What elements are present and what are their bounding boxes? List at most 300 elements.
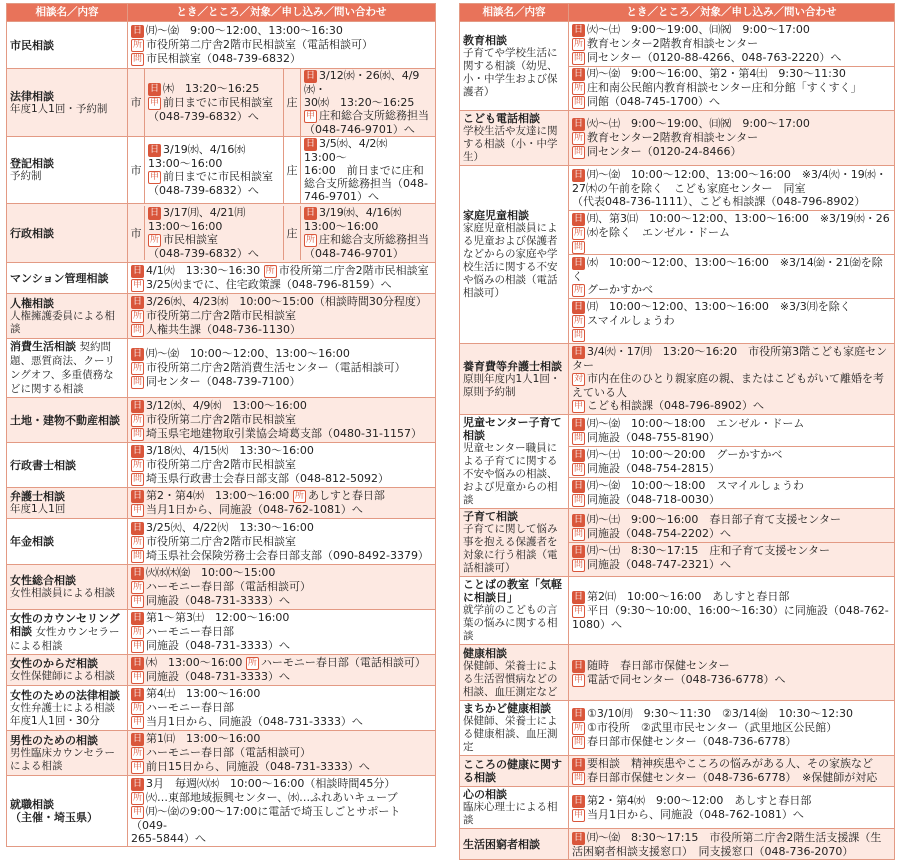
day-icon: 日	[574, 795, 584, 806]
place-icon: 所	[133, 582, 143, 592]
showa-detail	[301, 206, 436, 260]
consult-title: 女性のための法律相談	[10, 688, 120, 702]
location-city: 市	[128, 69, 145, 136]
consult-sub: 女性保健師による相談	[10, 670, 115, 682]
consult-sub: 予約制	[10, 170, 42, 182]
detail-time: 第2・第4㈬ 9:00〜12:00 あしすと春日部	[587, 793, 812, 807]
consult-sub: 家庭児童相談員による児童および保護者などからの家庭や学校生活に関する不安や悩みの相談（電話相談可）	[463, 222, 558, 299]
detail-apply: 平日（9:30〜10:00、16:00〜16:30）に同施設（048-762-	[587, 604, 889, 617]
child-block-smile	[569, 478, 894, 508]
detail-time: ①3/10㈪ 9:30〜11:30 ②3/14㈮ 10:30〜12:30	[587, 707, 853, 720]
consult-name	[460, 756, 569, 787]
detail-contact: 1080）へ	[572, 618, 622, 631]
consult-name	[7, 443, 128, 488]
split-detail	[128, 206, 435, 260]
day-icon: 日	[133, 658, 143, 668]
contact-icon: 問	[574, 432, 584, 443]
day-icon: 日	[574, 170, 584, 180]
consult-sub: （主催・埼玉県）	[10, 811, 98, 824]
column-header-detail: とき／ところ／対象／申し込み／問い合わせ	[569, 4, 895, 22]
consult-name	[460, 701, 569, 756]
apply-icon: 申	[133, 672, 143, 682]
detail-time: ㈪〜㈮ 10:00〜18:00 スマイルしょうわ	[587, 478, 804, 492]
place-icon: 所	[150, 235, 160, 245]
detail-time: ㈪〜㈯ 8:30〜17:15 庄和子育て支援センター	[587, 544, 830, 557]
detail-apply: 同施設（048-731-3333）へ	[146, 639, 290, 652]
row-family-child	[460, 166, 895, 344]
detail-time: 3/26㈬、4/23㈬ 10:00〜15:00（相談時間30分程度）	[146, 295, 427, 308]
detail-time: ㈪、第3㈰ 10:00〜12:00、13:00〜16:00 ※3/19㈬・26	[587, 212, 890, 225]
consult-name	[7, 655, 128, 686]
location-city: 市	[128, 137, 145, 203]
detail-time: 3/12㈬・26㈬、4/9㈬・	[304, 69, 420, 96]
detail-contact: 同館（048-745-1700）へ	[587, 95, 720, 108]
place-icon: 所	[265, 266, 275, 276]
family-block-angel	[569, 211, 894, 255]
consult-detail	[128, 204, 436, 263]
detail-contact: 埼玉県宅地建物取引業協会埼葛支部（0480-31-1157）	[146, 427, 422, 440]
detail-apply: 当月1日から、同施設（048-762-1081）へ	[587, 807, 804, 821]
detail-time: 第2・第4㈬ 13:00〜16:00	[146, 489, 290, 502]
detail-place: スマイルしょうわ	[587, 314, 675, 327]
location-city: 市	[128, 206, 145, 260]
consult-name	[7, 686, 128, 731]
detail-time: ㈪〜㈯ 9:00〜16:00 春日部子育て支援センター	[587, 513, 841, 526]
row-heart	[460, 787, 895, 829]
family-block-goo	[569, 255, 894, 299]
place-icon: 所	[133, 748, 143, 758]
place-icon: 所	[133, 793, 143, 803]
consult-detail	[569, 509, 895, 577]
consult-sub: 契約問題、悪質商法、クーリングオフ、多重債務などに関する相談	[10, 341, 115, 395]
contact-icon: 問	[133, 429, 143, 439]
detail-time: ㈫㈬㈭㈮ 10:00〜15:00	[146, 566, 276, 579]
place-icon: 所	[133, 363, 143, 373]
detail-time: ㈪〜㈯ 10:00〜20:00 グーかすかべ	[587, 447, 783, 461]
consult-title: 男性のための相談	[10, 733, 98, 747]
consult-title: 子育て相談	[463, 510, 518, 523]
consult-detail	[569, 166, 895, 344]
detail-target: 市内在住のひとり親家庭の親、またはこどもがいて離婚を考えている人	[572, 372, 885, 399]
consult-detail	[128, 443, 436, 488]
detail-contact: 同センター（0120-88-4266、048-763-2220）へ	[587, 51, 842, 64]
consult-detail	[569, 111, 895, 166]
consult-name	[7, 519, 128, 565]
day-icon: 日	[150, 84, 160, 94]
detail-time: ㈭ 13:00〜16:00	[146, 656, 243, 669]
consult-detail	[128, 565, 436, 610]
row-men	[7, 731, 436, 776]
apply-icon: 申	[133, 280, 143, 290]
consult-title: 弁護士相談	[10, 490, 65, 503]
contact-icon: 問	[133, 550, 143, 561]
detail-contact: 埼玉県行政書士会春日部支部（048-812-5092）	[146, 472, 389, 485]
row-human-rights	[7, 294, 436, 339]
detail-time: 第1〜第3㈯ 12:00〜16:00	[146, 611, 290, 624]
child-block-goo	[569, 447, 894, 478]
detail-place: ①市役所 ②武里市民センター（武里地区公民館）	[587, 721, 838, 734]
day-icon: 日	[133, 297, 143, 307]
detail-contact: （048-739-6832）へ	[148, 247, 259, 260]
consult-title: マンション管理相談	[10, 271, 109, 285]
consult-name	[7, 339, 128, 398]
row-education	[460, 22, 895, 111]
contact-icon: 問	[574, 97, 584, 107]
detail-apply: 電話で同センター（048-736-6778）へ	[587, 672, 786, 686]
place-icon: 所	[574, 316, 584, 326]
day-icon: 日	[133, 613, 143, 623]
apply-icon: 申	[574, 809, 584, 820]
consult-detail	[128, 731, 436, 776]
row-employment	[7, 776, 436, 847]
consult-title: 行政書士相談	[10, 458, 76, 472]
consult-title: 就職相談	[10, 798, 54, 811]
consultation-table-left	[6, 3, 436, 847]
detail-contact: 市民相談室（048-739-6832）	[146, 52, 301, 65]
day-icon: 日	[133, 26, 143, 36]
location-showa: 庄	[284, 206, 301, 260]
day-icon: 日	[306, 71, 316, 81]
detail-place: ハーモニー春日部	[146, 625, 235, 638]
row-consumer	[7, 339, 436, 398]
contact-icon: 問	[574, 529, 584, 539]
place-icon: 所	[294, 491, 304, 501]
consult-title: 登記相談	[10, 157, 54, 170]
consult-sub: 児童センター職員による子育てに関する不安や悩みの相談、および児童からの相談	[463, 442, 558, 506]
consult-name	[7, 263, 128, 294]
row-women-legal	[7, 686, 436, 731]
consult-title: 土地・建物不動産相談	[10, 413, 120, 427]
consult-detail	[128, 137, 436, 204]
row-mansion	[7, 263, 436, 294]
detail-time: 3月 毎週㈫㈬ 10:00〜16:00（相談時間45分）	[146, 777, 396, 790]
consult-title: 法律相談	[10, 89, 54, 103]
apply-icon: 申	[133, 717, 143, 727]
consult-sub: 男性臨床カウンセラーによる相談	[10, 746, 115, 772]
consult-detail	[128, 263, 436, 294]
consult-sub: 人権擁護委員による相談	[10, 309, 115, 335]
detail-apply: 3/25㈫までに、住宅政策課（048-796-8159）へ	[146, 278, 392, 291]
detail-apply: ㈪〜㈮の9:00〜17:00に電話で埼玉しごとサポート（049-	[131, 805, 401, 832]
consult-name	[7, 22, 128, 69]
detail-time: ㈭ 13:20〜16:25	[163, 82, 260, 95]
consult-title: ことばの教室「気軽に相談日」	[463, 578, 562, 604]
parenting-block-kasukabe	[569, 512, 894, 543]
consult-detail	[128, 294, 436, 339]
consult-title: 人権相談	[10, 296, 54, 310]
consult-sub: 保健師、栄養士による生活習慣病などの相談、血圧測定など	[463, 659, 558, 698]
place-icon: 所	[574, 723, 584, 733]
row-scrivener	[7, 443, 436, 488]
row-mental-health	[460, 756, 895, 787]
column-header-name: 相談名／内容	[460, 4, 569, 22]
detail-place: ハーモニー春日部（電話相談可）	[146, 746, 312, 759]
detail-time: ㈬ 10:00〜12:00、13:00〜16:00 ※3/14㈮・21㈮を除く	[572, 256, 883, 283]
consult-name	[460, 829, 569, 860]
consult-detail	[128, 69, 436, 137]
row-legal	[7, 69, 436, 137]
day-icon: 日	[574, 69, 584, 79]
detail-place: 庄和南公民館内教育相談センター庄和分館「すくすく」	[587, 81, 862, 94]
consult-sub: 女性弁護士による相談 年度1人1回・30分	[10, 701, 126, 727]
consult-title: 市民相談	[10, 38, 54, 52]
detail-contact: （048-746-9701）	[304, 247, 404, 260]
day-icon: 日	[133, 689, 143, 699]
consult-title: 生活困窮者相談	[463, 837, 540, 851]
apply-icon: 申	[133, 807, 143, 817]
detail-time: 13:00〜16:00	[304, 220, 379, 233]
place-icon: 所	[133, 415, 143, 425]
consult-sub: 保健師、栄養士による健康相談、血圧測定	[463, 715, 558, 753]
contact-icon: 問	[133, 377, 143, 387]
day-icon: 日	[574, 302, 584, 312]
detail-place: ㈬を除く エンゼル・ドーム	[587, 226, 731, 239]
detail-date: 3/17㈪、4/21㈪	[163, 206, 246, 219]
place-icon: 所	[133, 40, 143, 50]
consult-name	[7, 565, 128, 610]
place-icon: 所	[574, 285, 584, 295]
detail-place: 市役所第二庁舎2階市民相談室	[146, 413, 297, 426]
split-detail	[128, 69, 435, 136]
apply-icon: 申	[133, 762, 143, 772]
consult-sub: 女性カウンセラーによる相談	[10, 625, 120, 652]
detail-place: 市役所第二庁舎2階市民相談室	[146, 534, 297, 548]
day-icon: 日	[133, 349, 143, 359]
day-icon: 日	[574, 25, 584, 35]
city-detail	[145, 69, 284, 136]
row-child-support-lawyer	[460, 344, 895, 415]
row-women-general	[7, 565, 436, 610]
detail-time: ㈪〜㈮ 10:00〜12:00、13:00〜16:00 ※3/4㈫・19㈬・	[587, 168, 887, 181]
day-icon: 日	[574, 832, 584, 843]
detail-apply: 前日までに市民相談室	[163, 96, 274, 109]
day-icon: 日	[574, 347, 584, 357]
consult-name	[7, 731, 128, 776]
detail-place: ハーモニー春日部	[146, 701, 235, 714]
apply-icon: 申	[133, 596, 143, 606]
detail-place: 市役所第二庁舎2階市民相談室	[278, 264, 429, 277]
day-icon: 日	[574, 515, 584, 525]
detail-time: 第4㈯ 13:00〜16:00	[146, 687, 261, 700]
consult-detail	[128, 686, 436, 731]
split-detail	[128, 137, 435, 203]
place-icon: 所	[133, 311, 143, 321]
apply-icon: 申	[306, 111, 316, 121]
consult-title: 女性のカウンセリング相談	[10, 611, 120, 638]
contact-icon: 問	[574, 737, 584, 747]
detail-place: 市役所第二庁舎2階消費生活センター（電話相談可）	[146, 361, 406, 374]
apply-icon: 申	[574, 606, 584, 616]
city-detail	[145, 137, 284, 203]
consult-name	[7, 610, 128, 655]
apply-icon: 申	[574, 401, 584, 411]
place-icon: 所	[133, 627, 143, 637]
consult-name	[7, 294, 128, 339]
detail-time: 第1㈰ 13:00〜16:00	[146, 732, 261, 745]
detail-apply: 庄和総合支所総務担当	[319, 109, 430, 122]
detail-place: 庄和総合支所総務担当	[319, 233, 430, 246]
consult-name	[460, 645, 569, 701]
apply-icon: 申	[133, 505, 143, 515]
detail-place: グーかすかべ	[587, 283, 654, 296]
day-icon: 日	[133, 734, 143, 744]
day-icon: 日	[150, 208, 160, 218]
consult-detail	[128, 339, 436, 398]
apply-icon: 申	[574, 674, 584, 685]
child-block-angel	[569, 416, 894, 447]
day-icon: 日	[574, 546, 584, 556]
consult-title: 女性総合相談	[10, 574, 76, 587]
contact-icon: 問	[574, 242, 584, 252]
detail-contact: 同施設（048-754-2815）	[587, 461, 720, 475]
detail-contact: 同施設（048-718-0030）	[587, 492, 720, 506]
day-icon: 日	[306, 208, 316, 218]
detail-apply: 前日15日から、同施設（048-731-3333）へ	[146, 760, 370, 773]
apply-icon: 申	[150, 172, 160, 182]
day-icon: 日	[150, 145, 160, 155]
consult-name	[460, 577, 569, 645]
row-street-health	[460, 701, 895, 756]
day-icon: 日	[574, 449, 584, 460]
detail-place: 市民相談室	[163, 233, 219, 246]
contact-icon: 問	[574, 147, 584, 157]
detail-place: ハーモニー春日部（電話相談可）	[146, 580, 312, 593]
consult-title: 養育費等弁護士相談	[463, 359, 562, 373]
detail-contact: 265-5844）へ	[131, 832, 206, 845]
location-showa: 庄	[284, 69, 301, 136]
row-child-center	[460, 415, 895, 509]
showa-detail	[301, 137, 436, 203]
consult-title: 心の相談	[463, 788, 507, 801]
detail-time: ㈪〜㈮ 9:00〜16:00、第2・第4㈯ 9:30〜11:30	[587, 67, 846, 80]
consult-title: 女性のからだ相談	[10, 657, 98, 670]
contact-icon: 問	[574, 330, 584, 340]
consult-sub: 原則年度内1人1回・原則予約制	[463, 372, 561, 398]
day-icon: 日	[133, 568, 143, 578]
detail-place: 教育センター2階教育相談センター	[587, 131, 759, 144]
row-administrative	[7, 204, 436, 263]
detail-contact: 同センター（048-739-7100）	[146, 375, 301, 388]
consult-sub: 就学前のこどもの言葉の悩みに関する相談	[463, 604, 558, 642]
consult-title: 健康相談	[463, 646, 507, 660]
detail-time: ㈫〜㈯ 9:00〜19:00、㈰㈷ 9:00〜17:00	[587, 23, 810, 36]
detail-place: あしすと春日部	[307, 489, 385, 502]
day-icon: 日	[133, 401, 143, 411]
day-icon: 日	[133, 491, 143, 501]
consult-detail	[128, 519, 436, 565]
contact-icon: 問	[574, 53, 584, 63]
consult-detail	[569, 415, 895, 509]
consult-name	[7, 488, 128, 519]
detail-time: 第2㈰ 10:00〜16:00 あしすと春日部	[587, 590, 790, 603]
consult-title: 消費生活相談	[10, 340, 76, 353]
detail-apply: 同施設（048-731-3333）へ	[146, 594, 290, 607]
row-citizen	[7, 22, 436, 69]
family-block-center	[569, 167, 894, 211]
detail-apply: 前日までに市民相談室	[163, 170, 274, 183]
contact-icon: 問	[574, 494, 584, 505]
contact-icon: 問	[133, 54, 143, 64]
consultation-table-right	[459, 3, 895, 860]
detail-apply: 当月1日から、同施設（048-731-3333）へ	[146, 715, 363, 728]
detail-date: 3/19㈬、4/16㈬	[163, 143, 246, 156]
consult-name	[460, 509, 569, 577]
day-icon: 日	[133, 522, 143, 533]
consult-name	[460, 166, 569, 344]
detail-contact: 人権共生課（048-736-1130）	[146, 323, 301, 336]
detail-apply: 総合支所総務担当（048-	[304, 177, 428, 190]
column-header-name: 相談名／内容	[7, 4, 128, 22]
city-detail	[145, 206, 284, 260]
detail-contact: （048-746-9701）へ	[304, 123, 415, 136]
detail-contact: 同センター（0120-24-8466）	[587, 145, 742, 158]
contact-icon: 問	[574, 560, 584, 570]
day-icon: 日	[133, 446, 143, 456]
day-icon: 日	[133, 266, 143, 276]
detail-date: 3/19㈬、4/16㈬	[319, 206, 402, 219]
detail-place: 27㈭の午前を除く こども家庭センター 同室	[572, 182, 806, 195]
consult-title: 児童センター子育て相談	[463, 416, 562, 442]
location-showa: 庄	[284, 137, 301, 203]
detail-contact: 同施設（048-755-8190）	[587, 430, 720, 444]
day-icon: 日	[574, 480, 584, 491]
place-icon: 所	[306, 235, 316, 245]
consult-name	[7, 137, 128, 204]
detail-contact: 春日部市保健センター（048-736-6778）	[587, 735, 797, 748]
contact-icon: 問	[574, 773, 584, 783]
day-icon: 日	[574, 592, 584, 602]
day-icon: 日	[574, 214, 584, 224]
consult-sub: 子育てに関して悩み事を抱える保護者を対象に行う相談（電話相談可）	[463, 523, 558, 574]
detail-time: 30㈬ 13:20〜16:25	[304, 96, 415, 109]
consult-title: まちかど健康相談	[463, 702, 551, 715]
row-women-body	[7, 655, 436, 686]
family-block-smile	[569, 299, 894, 342]
row-livelihood	[460, 829, 895, 860]
detail-apply: 当月1日から、同施設（048-762-1081）へ	[146, 503, 363, 516]
place-icon: 所	[247, 658, 257, 668]
place-icon: 所	[133, 460, 143, 470]
place-icon: 所	[574, 228, 584, 238]
consult-title: 行政相談	[10, 226, 54, 240]
detail-contact: 春日部市保健センター（048-736-6778） ※保健師が対応	[587, 771, 878, 784]
contact-icon: 問	[133, 474, 143, 484]
detail-time: 随時 春日部市保健センター	[587, 658, 730, 672]
detail-time: ㈪〜㈮ 10:00〜12:00、13:00〜16:00	[146, 347, 350, 360]
column-header-detail: とき／ところ／対象／申し込み／問い合わせ	[128, 4, 436, 22]
consult-sub: 年度1人1回	[10, 503, 66, 515]
consult-name	[7, 69, 128, 137]
detail-apply: こども相談課（048-796-8902）へ	[587, 399, 764, 412]
detail-time: 4/1㈫ 13:30〜16:30	[146, 264, 261, 277]
detail-contact: 活困窮者相談支援窓口） 同支援窓口（048-736-2070）	[572, 844, 854, 858]
consult-detail	[569, 645, 895, 701]
detail-contact: 同施設（048-747-2321）へ	[587, 558, 731, 571]
consult-name	[460, 22, 569, 111]
consult-title: こども電話相談	[463, 112, 540, 125]
showa-detail	[301, 69, 436, 136]
detail-contact: （048-739-6832）へ	[148, 110, 259, 123]
place-icon: 所	[574, 39, 584, 49]
detail-place: 教育センター2階教育相談センター	[587, 37, 759, 50]
apply-icon: 申	[133, 641, 143, 651]
place-icon: 所	[574, 133, 584, 143]
detail-apply: 同施設（048-731-3333）へ	[146, 670, 290, 683]
consult-sub: 臨床心理士による相談	[463, 801, 558, 826]
detail-place: 市役所第二庁舎2階市民相談室（電話相談可）	[146, 38, 374, 51]
consult-detail	[569, 22, 895, 111]
parenting-block-showa	[569, 543, 894, 573]
